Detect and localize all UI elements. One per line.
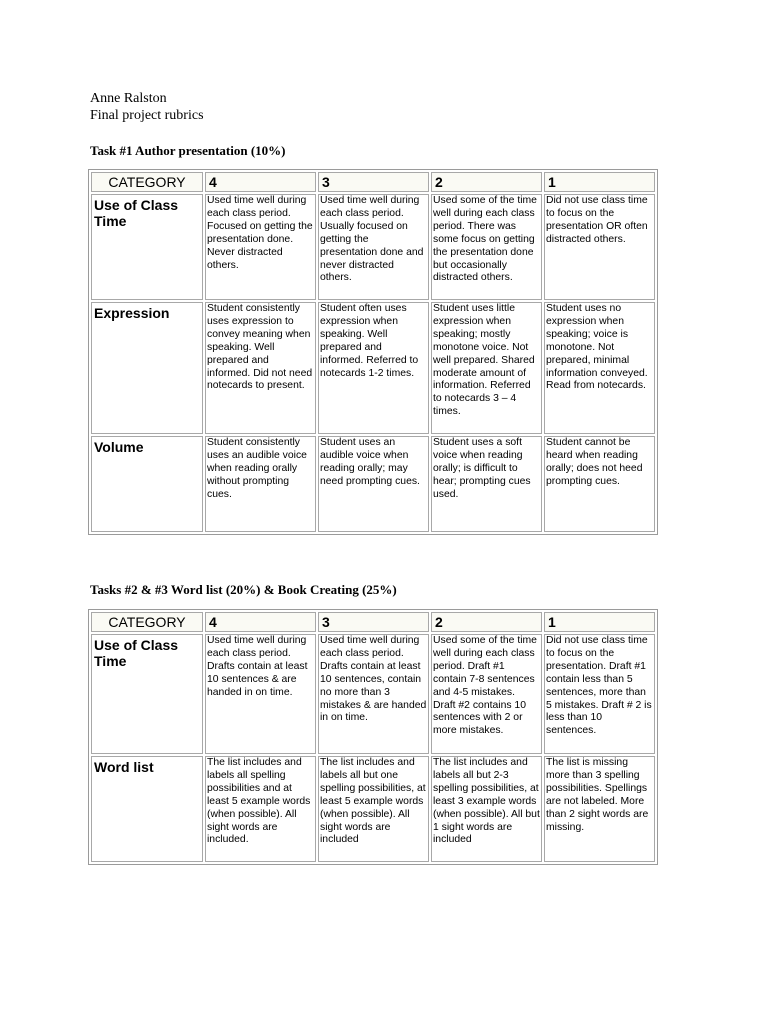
table-row [91, 436, 655, 532]
rubric-cell-score-3: Student often uses expression when speaking. Well prepared and informed. Referred to notecards 1-2 times. [318, 302, 429, 434]
rubric-cell-score-3: Used time well during each class period. Drafts contain at least 10 sentences, contain no more than 3 mistakes & are handed in on time. [318, 634, 429, 754]
rubric-cell-score-4: Student consistently uses an audible voice when reading orally without prompting cues. [205, 436, 316, 532]
rubric-cell-score-2: The list includes and labels all but 2-3 spelling possibilities, at least 3 example words (when possible). All but 1 sight words are included [431, 756, 542, 862]
column-header-score-4: 4 [205, 612, 316, 632]
rubric-cell-score-4: The list includes and labels all spelling possibilities and at least 5 example words (when possible). All sight words are included. [205, 756, 316, 862]
table-row [91, 756, 655, 862]
rubric-cell-score-2: Student uses little expression when speaking; mostly monotone voice. Not well prepared. Shared moderate amount of information. Referred to notecards 3 – 4 times. [431, 302, 542, 434]
rubric-cell-score-1: Did not use class time to focus on the presentation. Draft #1 contain less than 5 sentences, more than 5 mistakes. Draft # 2 is less than 10 sentences. [544, 634, 655, 754]
row-label-use-of-class-time: Use of Class Time [91, 194, 203, 300]
row-label-volume: Volume [91, 436, 203, 532]
author-name: Anne Ralston [90, 91, 167, 106]
task-2-3-title: Tasks #2 & #3 Word list (20%) & Book Creating (25%) [90, 582, 397, 597]
row-label-word-list: Word list [91, 756, 203, 862]
rubric-cell-score-4: Student consistently uses expression to convey meaning when speaking. Well prepared and informed. Did not need notecards to present. [205, 302, 316, 434]
rubric-cell-score-3: Student uses an audible voice when reading orally; may need prompting cues. [318, 436, 429, 532]
column-header-category: CATEGORY [91, 612, 203, 632]
row-label-use-of-class-time: Use of Class Time [91, 634, 203, 754]
table-row [91, 302, 655, 434]
column-header-score-2: 2 [431, 172, 542, 192]
header-row [91, 172, 655, 192]
task-1-title: Task #1 Author presentation (10%) [90, 143, 286, 158]
header-row [91, 612, 655, 632]
rubric-cell-score-2: Used some of the time well during each class period. There was some focus on getting the presentation done but occasionally distracted others. [431, 194, 542, 300]
rubric-table-task-1 [88, 169, 658, 535]
row-label-expression: Expression [91, 302, 203, 434]
rubric-cell-score-1: The list is missing more than 3 spelling possibilities. Spellings are not labeled. More than 2 sight words are missing. [544, 756, 655, 862]
rubric-cell-score-3: Used time well during each class period. Usually focused on getting the presentation done and never distracted others. [318, 194, 429, 300]
rubric-cell-score-1: Student cannot be heard when reading orally; does not heed prompting cues. [544, 436, 655, 532]
rubric-cell-score-1: Did not use class time to focus on the presentation OR often distracted others. [544, 194, 655, 300]
table-row [91, 194, 655, 300]
column-header-category: CATEGORY [91, 172, 203, 192]
rubric-cell-score-4: Used time well during each class period. Drafts contain at least 10 sentences & are handed in on time. [205, 634, 316, 754]
rubric-cell-score-2: Student uses a soft voice when reading orally; is difficult to hear; prompting cues used. [431, 436, 542, 532]
column-header-score-4: 4 [205, 172, 316, 192]
rubric-table-task-2-3 [88, 609, 658, 865]
column-header-score-2: 2 [431, 612, 542, 632]
document-header [90, 90, 204, 124]
column-header-score-1: 1 [544, 172, 655, 192]
rubric-cell-score-1: Student uses no expression when speaking; voice is monotone. Not prepared, minimal information conveyed. Read from notecards. [544, 302, 655, 434]
table-row [91, 634, 655, 754]
column-header-score-1: 1 [544, 612, 655, 632]
column-header-score-3: 3 [318, 612, 429, 632]
rubric-cell-score-4: Used time well during each class period. Focused on getting the presentation done. Never distracted others. [205, 194, 316, 300]
column-header-score-3: 3 [318, 172, 429, 192]
rubric-cell-score-2: Used some of the time well during each class period. Draft #1 contain 7-8 sentences and 4-5 mistakes. Draft #2 contains 10 sentences with 2 or more mistakes. [431, 634, 542, 754]
document-subtitle: Final project rubrics [90, 108, 204, 123]
rubric-cell-score-3: The list includes and labels all but one spelling possibilities, at least 5 example words (when possible). All sight words are included [318, 756, 429, 862]
